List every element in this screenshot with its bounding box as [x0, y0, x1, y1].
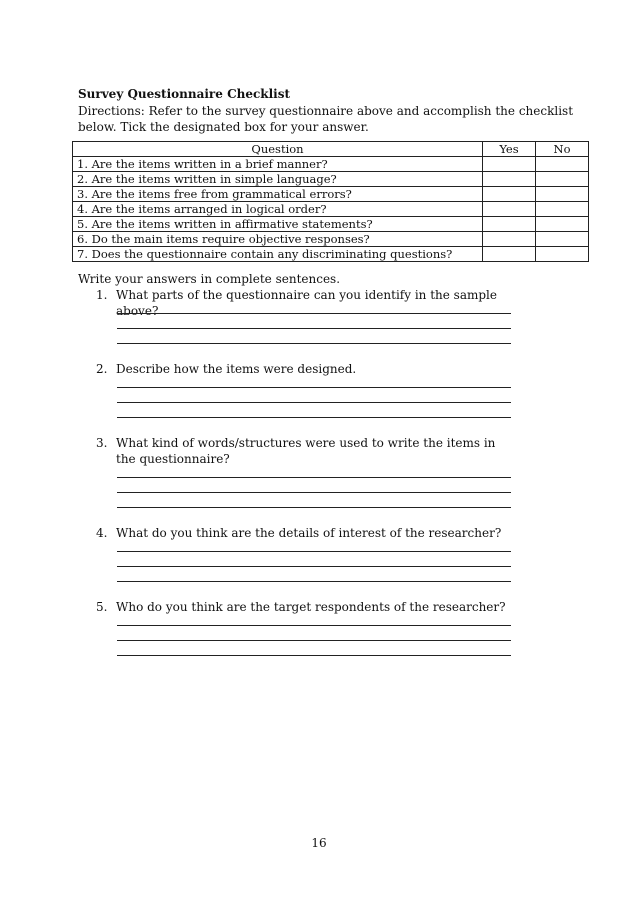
header-yes: Yes [483, 142, 536, 157]
question-cell: 1. Are the items written in a brief manner? [73, 157, 483, 172]
no-checkbox-cell[interactable] [536, 232, 589, 247]
answer-line[interactable] [117, 402, 511, 403]
instruction-text: Write your answers in complete sentences. [78, 272, 341, 286]
question-number: 5. [96, 600, 108, 614]
table-row [73, 187, 589, 202]
question-number: 1. [96, 288, 108, 302]
header-question: Question [73, 142, 483, 157]
question-cell: 7. Does the questionnaire contain any discriminating questions? [73, 247, 483, 262]
yes-checkbox-cell[interactable] [483, 157, 536, 172]
question-text: What parts of the questionnaire can you identify in the sample above? [116, 288, 497, 318]
answer-line[interactable] [117, 343, 511, 344]
checklist-table [72, 141, 589, 262]
answer-line[interactable] [117, 313, 511, 314]
question-item [96, 599, 526, 615]
yes-checkbox-cell[interactable] [483, 187, 536, 202]
answer-line[interactable] [117, 581, 511, 582]
answer-line[interactable] [117, 625, 511, 626]
no-checkbox-cell[interactable] [536, 202, 589, 217]
answer-line[interactable] [117, 417, 511, 418]
no-checkbox-cell[interactable] [536, 217, 589, 232]
table-header-row [73, 142, 589, 157]
no-checkbox-cell[interactable] [536, 172, 589, 187]
question-cell: 2. Are the items written in simple language? [73, 172, 483, 187]
answer-line[interactable] [117, 655, 511, 656]
question-item [96, 361, 526, 377]
question-cell: 4. Are the items arranged in logical order? [73, 202, 483, 217]
no-checkbox-cell[interactable] [536, 157, 589, 172]
answer-line[interactable] [117, 566, 511, 567]
yes-checkbox-cell[interactable] [483, 172, 536, 187]
section-heading: Survey Questionnaire Checklist [78, 87, 291, 101]
question-number: 2. [96, 362, 108, 376]
answer-line[interactable] [117, 640, 511, 641]
table-row [73, 172, 589, 187]
page-number: 16 [311, 836, 327, 850]
directions-text: Directions: Refer to the survey questionnaire above and accomplish the checklist below. Tick the designated box for your answer. [78, 104, 574, 134]
answer-line[interactable] [117, 328, 511, 329]
yes-checkbox-cell[interactable] [483, 217, 536, 232]
table-row [73, 232, 589, 247]
question-item [96, 287, 526, 319]
table-row [73, 217, 589, 232]
question-text: What kind of words/structures were used to write the items in the questionnaire? [116, 436, 496, 466]
answer-line[interactable] [117, 492, 511, 493]
question-text: Describe how the items were designed. [116, 362, 357, 376]
question-number: 4. [96, 526, 108, 540]
question-cell: 3. Are the items free from grammatical errors? [73, 187, 483, 202]
question-item [96, 525, 526, 541]
yes-checkbox-cell[interactable] [483, 247, 536, 262]
table-row [73, 247, 589, 262]
table-row [73, 202, 589, 217]
answer-line[interactable] [117, 477, 511, 478]
table-row [73, 157, 589, 172]
no-checkbox-cell[interactable] [536, 187, 589, 202]
header-no: No [536, 142, 589, 157]
question-item [96, 435, 526, 467]
answer-line[interactable] [117, 387, 511, 388]
question-text: Who do you think are the target respondents of the researcher? [116, 600, 506, 614]
question-cell: 6. Do the main items require objective responses? [73, 232, 483, 247]
yes-checkbox-cell[interactable] [483, 202, 536, 217]
question-text: What do you think are the details of interest of the researcher? [116, 526, 502, 540]
yes-checkbox-cell[interactable] [483, 232, 536, 247]
no-checkbox-cell[interactable] [536, 247, 589, 262]
answer-line[interactable] [117, 507, 511, 508]
answer-line[interactable] [117, 551, 511, 552]
question-cell: 5. Are the items written in affirmative statements? [73, 217, 483, 232]
question-number: 3. [96, 436, 108, 450]
